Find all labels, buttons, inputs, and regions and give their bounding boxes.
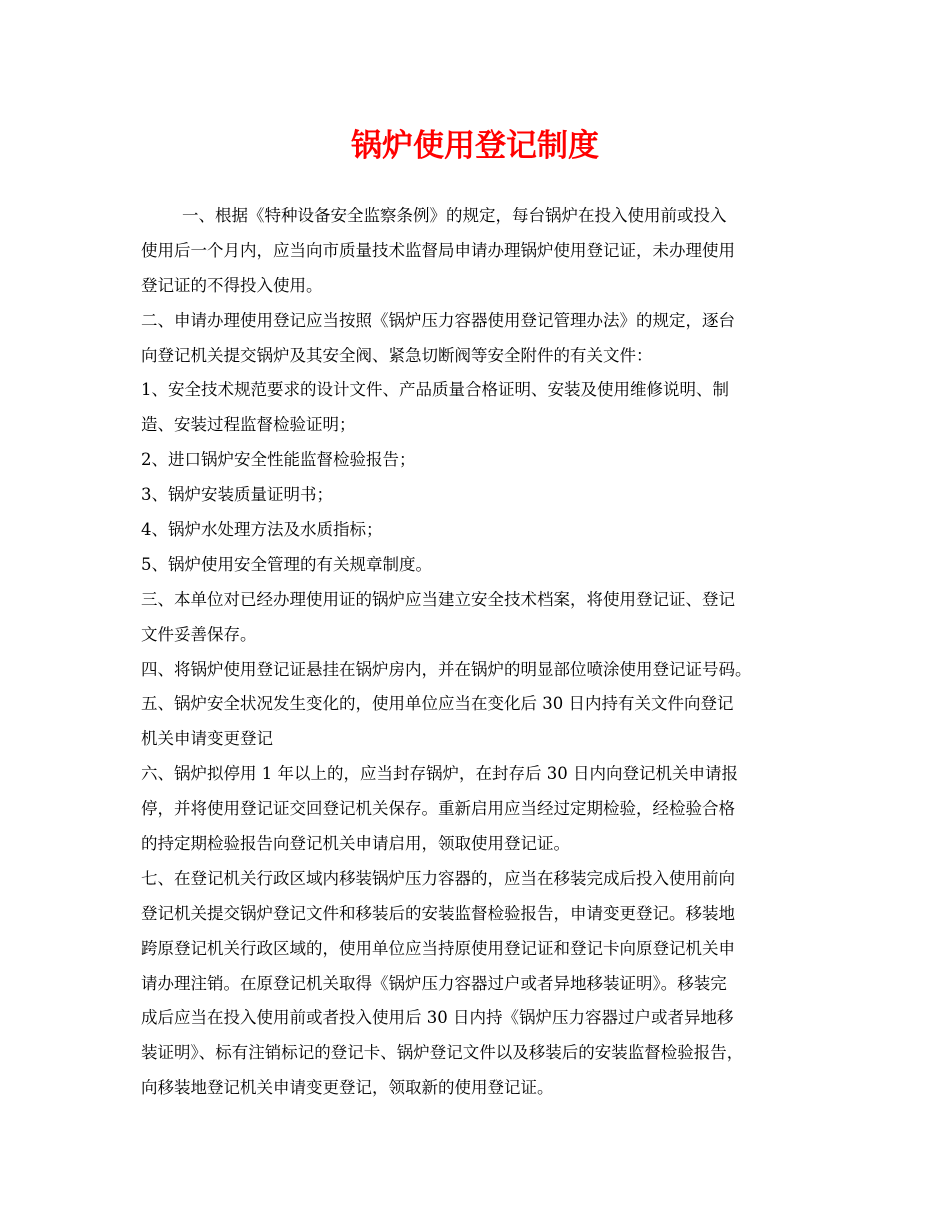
body-line: 造、安装过程监督检验证明； — [141, 415, 356, 435]
body-line: 四、将锅炉使用登记证悬挂在锅炉房内，并在锅炉的明显部位喷涂使用登记证号码。 — [141, 659, 752, 679]
body-line: 5、锅炉使用安全管理的有关规章制度。 — [141, 554, 432, 574]
body-line: 4、锅炉水处理方法及水质指标； — [141, 520, 383, 540]
body-line: 的持定期检验报告向登记机关申请启用，领取使用登记证。 — [141, 834, 570, 854]
body-line: 三、本单位对已经办理使用证的锅炉应当建立安全技术档案，将使用登记证、登记 — [141, 589, 735, 609]
body-line: 停，并将使用登记证交回登记机关保存。重新启用应当经过定期检验，经检验合格 — [141, 799, 735, 819]
body-line: 3、锅炉安装质量证明书； — [141, 485, 333, 505]
body-line: 二、申请办理使用登记应当按照《锅炉压力容器使用登记管理办法》的规定，逐台 — [141, 310, 735, 330]
body-line: 六、锅炉拟停用 1 年以上的，应当封存锅炉，在封存后 30 日内向登记机关申请报 — [141, 764, 738, 784]
body-line: 1、安全技术规范要求的设计文件、产品质量合格证明、安装及使用维修说明、制 — [141, 380, 729, 400]
body-line: 登记机关提交锅炉登记文件和移装后的安装监督检验报告，申请变更登记。移装地 — [141, 903, 735, 923]
body-line: 装证明》、标有注销标记的登记卡、锅炉登记文件以及移装后的安装监督检验报告， — [141, 1043, 744, 1063]
body-line: 2、进口锅炉安全性能监督检验报告； — [141, 450, 416, 470]
body-line: 请办理注销。在原登记机关取得《锅炉压力容器过户或者异地移装证明》。移装完 — [141, 973, 727, 993]
body-line: 机关申请变更登记 — [141, 729, 273, 749]
body-line: 一、根据《特种设备安全监察条例》的规定，每台锅炉在投入使用前或投入 — [182, 206, 727, 225]
body-line: 向登记机关提交锅炉及其安全阀、紧急切断阀等安全附件的有关文件： — [141, 345, 653, 365]
body-line: 五、锅炉安全状况发生变化的，使用单位应当在变化后 30 日内持有关文件向登记 — [141, 694, 734, 714]
body-line: 跨原登记机关行政区域的，使用单位应当持原使用登记证和登记卡向原登记机关申 — [141, 938, 735, 958]
body-line: 成后应当在投入使用前或者投入使用后 30 日内持《锅炉压力容器过户或者异地移 — [141, 1008, 734, 1028]
body-line: 七、在登记机关行政区域内移装锅炉压力容器的，应当在移装完成后投入使用前向 — [141, 868, 735, 888]
body-line: 向移装地登记机关申请变更登记，领取新的使用登记证。 — [141, 1078, 554, 1098]
body-line: 文件妥善保存。 — [141, 624, 257, 644]
document-body — [141, 199, 816, 1106]
document-title: 锅炉使用登记制度 — [351, 128, 599, 164]
body-line: 登记证的不得投入使用。 — [141, 275, 323, 295]
body-line: 使用后一个月内，应当向市质量技术监督局申请办理锅炉使用登记证，未办理使用 — [141, 240, 735, 260]
